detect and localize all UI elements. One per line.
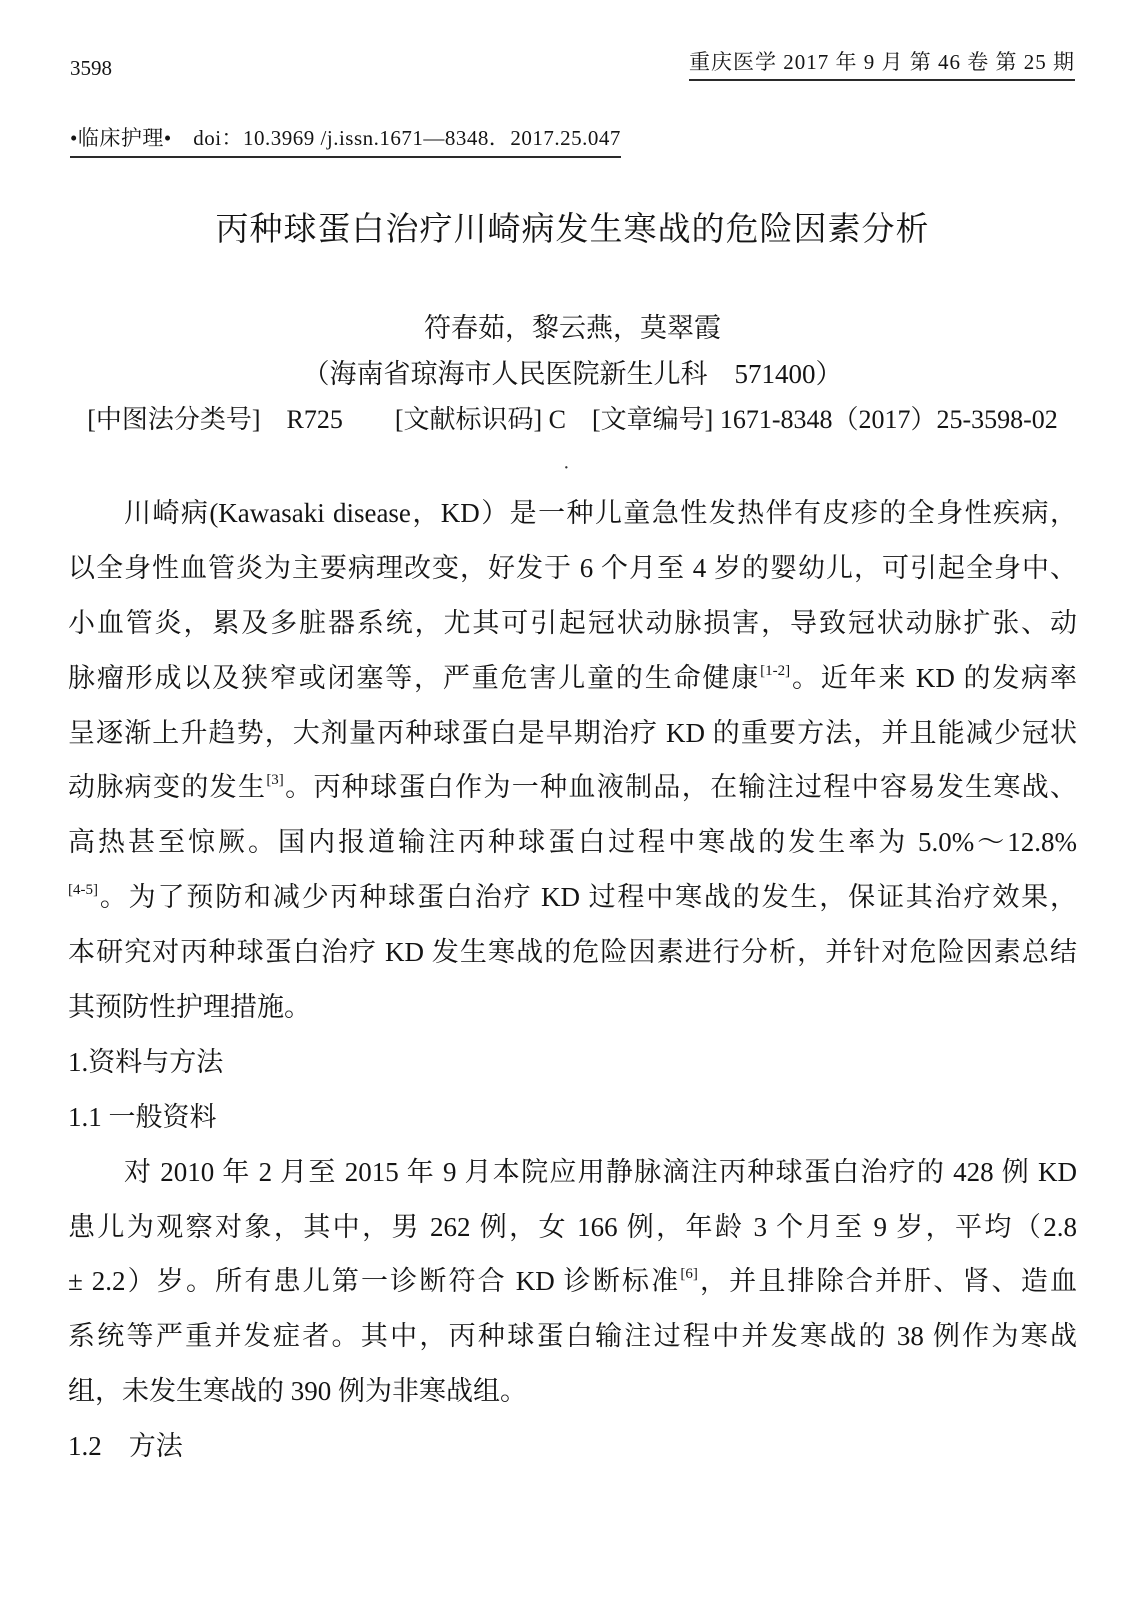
body-text-segment: 本研究对丙种球蛋白治疗 KD 发生寒战的危险因素进行分析，并针对危险因素总结 bbox=[68, 937, 1077, 968]
body-line bbox=[68, 760, 1077, 815]
body-line bbox=[68, 925, 1077, 980]
body-text-segment: 动脉病变的发生 bbox=[68, 772, 267, 803]
body-text-segment: 组，未发生寒战的 390 例为非寒战组。 bbox=[68, 1376, 527, 1407]
body-text-segment: 脉瘤形成以及狭窄或闭塞等，严重危害儿童的生命健康 bbox=[68, 662, 761, 693]
body-line bbox=[68, 870, 1077, 925]
body-text-segment: 。为了预防和减少丙种球蛋白治疗 KD 过程中寒战的发生，保证其治疗效果， bbox=[98, 882, 1077, 913]
article-body bbox=[68, 486, 1077, 1474]
body-line bbox=[68, 541, 1077, 596]
author-list: 符春茹，黎云燕，莫翠霞 bbox=[424, 313, 721, 343]
body-line bbox=[68, 1090, 1077, 1145]
body-line bbox=[68, 1364, 1077, 1419]
classification-meta-line: [中图法分类号] R725 [文献标识码] C [文章编号] 1671-8348（2017）25-3598-02 bbox=[87, 405, 1058, 434]
body-line bbox=[68, 1145, 1077, 1200]
body-text-segment: 1.2 方法 bbox=[68, 1431, 183, 1462]
body-text-segment: 患儿为观察对象，其中，男 262 例，女 166 例，年龄 3 个月至 9 岁，平均（2.8 bbox=[68, 1211, 1077, 1242]
body-line bbox=[68, 1200, 1077, 1255]
citation-ref: [6] bbox=[680, 1266, 698, 1283]
body-line bbox=[68, 651, 1077, 706]
body-line bbox=[68, 706, 1077, 761]
body-text-segment: 其预防性护理措施。 bbox=[68, 992, 311, 1023]
body-text-segment: 对 2010 年 2 月至 2015 年 9 月本院应用静脉滴注丙种球蛋白治疗的 428 例 KD bbox=[124, 1156, 1077, 1187]
section-and-doi: •临床护理• doi：10.3969 /j.issn.1671—8348．2017.25.047 bbox=[70, 122, 621, 158]
article-title: 丙种球蛋白治疗川崎病发生寒战的危险因素分析 bbox=[215, 212, 930, 248]
page-number: 3598 bbox=[70, 56, 112, 80]
citation-ref: [4-5] bbox=[68, 882, 98, 899]
body-line bbox=[68, 486, 1077, 541]
body-text-segment: 。近年来 KD 的发病率 bbox=[790, 662, 1078, 693]
running-head bbox=[70, 46, 1075, 81]
body-line bbox=[68, 815, 1077, 870]
affiliation: （海南省琼海市人民医院新生儿科 571400） bbox=[302, 359, 843, 389]
body-line bbox=[68, 1309, 1077, 1364]
body-text-segment: 高热甚至惊厥。国内报道输注丙种球蛋白过程中寒战的发生率为 5.0%～12.8% bbox=[68, 827, 1077, 858]
journal-issue-info: 重庆医学 2017 年 9 月 第 46 卷 第 25 期 bbox=[689, 46, 1075, 81]
stray-scan-dot: · bbox=[563, 457, 570, 479]
body-line bbox=[68, 1419, 1077, 1474]
body-line bbox=[68, 1035, 1077, 1090]
body-text-segment: 系统等严重并发症者。其中，丙种球蛋白输注过程中并发寒战的 38 例作为寒战 bbox=[68, 1321, 1077, 1352]
body-text-segment: ± 2.2）岁。所有患儿第一诊断符合 KD 诊断标准 bbox=[68, 1266, 681, 1297]
body-line bbox=[68, 596, 1077, 651]
body-line bbox=[68, 1254, 1077, 1309]
citation-ref: [3] bbox=[266, 772, 284, 789]
body-line bbox=[68, 980, 1077, 1035]
body-text-segment: 1.1 一般资料 bbox=[68, 1101, 217, 1132]
doi-line bbox=[70, 122, 621, 158]
body-text-segment: 。丙种球蛋白作为一种血液制品，在输注过程中容易发生寒战、 bbox=[283, 772, 1078, 803]
body-text-segment: ，并且排除合并肝、肾、造血 bbox=[697, 1266, 1077, 1297]
body-text-segment: 呈逐渐上升趋势，大剂量丙种球蛋白是早期治疗 KD 的重要方法，并且能减少冠状 bbox=[68, 717, 1077, 748]
body-text-segment: 川崎病(Kawasaki disease，KD）是一种儿童急性发热伴有皮疹的全身性疾病， bbox=[124, 498, 1077, 528]
body-text-segment: 1.资料与方法 bbox=[68, 1046, 224, 1077]
body-text-segment: 小血管炎，累及多脏器系统，尤其可引起冠状动脉损害，导致冠状动脉扩张、动 bbox=[68, 607, 1077, 638]
body-text-segment: 以全身性血管炎为主要病理改变，好发于 6 个月至 4 岁的婴幼儿，可引起全身中、 bbox=[68, 552, 1077, 583]
citation-ref: [1-2] bbox=[760, 662, 791, 679]
